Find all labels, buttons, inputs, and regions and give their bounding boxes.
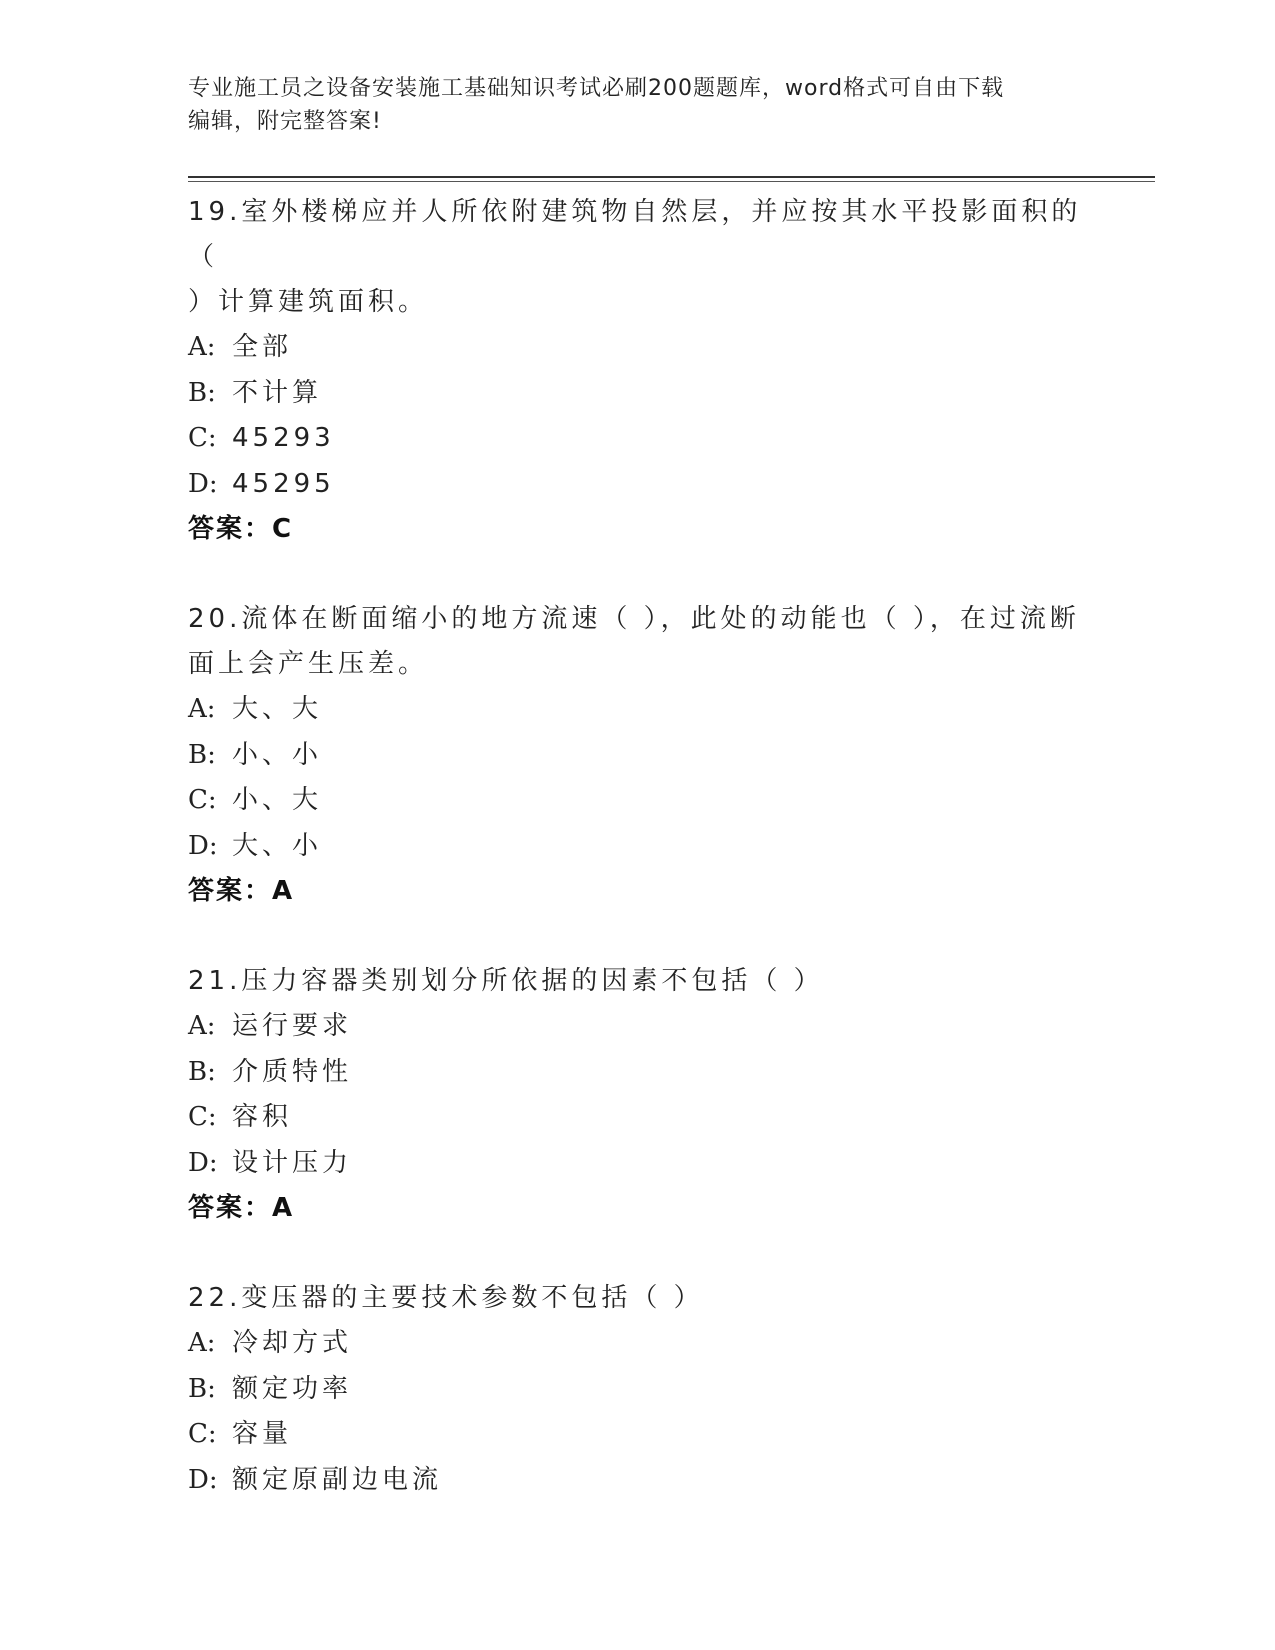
option-letter: D:	[188, 1464, 218, 1495]
option-a	[188, 1004, 1088, 1050]
option-a	[188, 325, 1088, 371]
document-header	[188, 72, 1068, 138]
question-text-line-1: 22.变压器的主要技术参数不包括（ ）	[188, 1283, 704, 1313]
option-b	[188, 1050, 1088, 1096]
answer-line: 答案：C	[188, 514, 294, 544]
option-text: 额定功率	[232, 1373, 353, 1404]
answer-line: 答案：A	[188, 876, 295, 906]
question-text	[188, 190, 1088, 325]
question-text-line-2: ）计算建筑面积。	[188, 287, 429, 317]
option-d	[188, 1141, 1088, 1187]
question-text-line-1: 20.流体在断面缩小的地方流速（ ），此处的动能也（ ），在过流断	[188, 604, 1080, 634]
question-list	[188, 190, 1088, 1548]
option-d	[188, 462, 1088, 508]
option-a	[188, 687, 1088, 733]
option-text: 全部	[232, 332, 293, 362]
option-text: 45295	[232, 468, 335, 499]
question-text-line-2: 面上会产生压差。	[188, 649, 429, 679]
option-letter: A:	[188, 1011, 216, 1041]
option-text: 额定原副边电流	[232, 1464, 443, 1495]
question-text	[188, 597, 1088, 687]
option-text: 运行要求	[232, 1011, 353, 1041]
answer-line: 答案：A	[188, 1193, 295, 1223]
option-c	[188, 778, 1088, 824]
option-b	[188, 733, 1088, 779]
option-letter: B:	[188, 739, 216, 770]
option-text: 容积	[232, 1102, 293, 1132]
option-text: 45293	[232, 423, 335, 453]
option-letter: A:	[188, 332, 216, 362]
option-letter: A:	[188, 694, 216, 724]
option-text: 小、小	[232, 739, 323, 770]
option-letter: C:	[188, 1102, 217, 1132]
question-text	[188, 1276, 1088, 1321]
option-d	[188, 824, 1088, 870]
option-c	[188, 1412, 1088, 1458]
option-text: 大、小	[232, 830, 323, 861]
option-c	[188, 1095, 1088, 1141]
header-title-line-2: 编辑，附完整答案!	[188, 109, 382, 134]
question-text-line-1: 21.压力容器类别划分所依据的因素不包括（ ）	[188, 966, 824, 996]
option-letter: B:	[188, 1373, 216, 1404]
option-text: 设计压力	[232, 1147, 353, 1178]
header-divider-thin	[188, 181, 1155, 182]
option-letter: C:	[188, 785, 217, 815]
question-21	[188, 959, 1088, 1231]
option-letter: C:	[188, 423, 217, 453]
header-divider-thick	[188, 176, 1155, 178]
question-20	[188, 597, 1088, 914]
header-title-line-1: 专业施工员之设备安装施工基础知识考试必刷200题题库，word格式可自由下载	[188, 76, 1005, 101]
option-letter: D:	[188, 1147, 218, 1178]
option-text: 小、大	[232, 785, 323, 815]
option-letter: C:	[188, 1419, 217, 1449]
option-letter: D:	[188, 830, 218, 861]
question-text	[188, 959, 1088, 1004]
question-19	[188, 190, 1088, 552]
option-letter: B:	[188, 377, 216, 408]
option-a	[188, 1321, 1088, 1367]
option-c	[188, 416, 1088, 462]
option-letter: D:	[188, 468, 218, 499]
option-text: 冷却方式	[232, 1328, 353, 1358]
option-b	[188, 371, 1088, 417]
option-d	[188, 1458, 1088, 1504]
option-letter: B:	[188, 1056, 216, 1087]
question-22	[188, 1276, 1088, 1503]
question-text-line-1: 19.室外楼梯应并人所依附建筑物自然层，并应按其水平投影面积的（	[188, 197, 1082, 272]
option-letter: A:	[188, 1328, 216, 1358]
option-text: 大、大	[232, 694, 323, 724]
option-text: 不计算	[232, 377, 323, 408]
option-text: 容量	[232, 1419, 293, 1449]
option-b	[188, 1367, 1088, 1413]
option-text: 介质特性	[232, 1056, 353, 1087]
